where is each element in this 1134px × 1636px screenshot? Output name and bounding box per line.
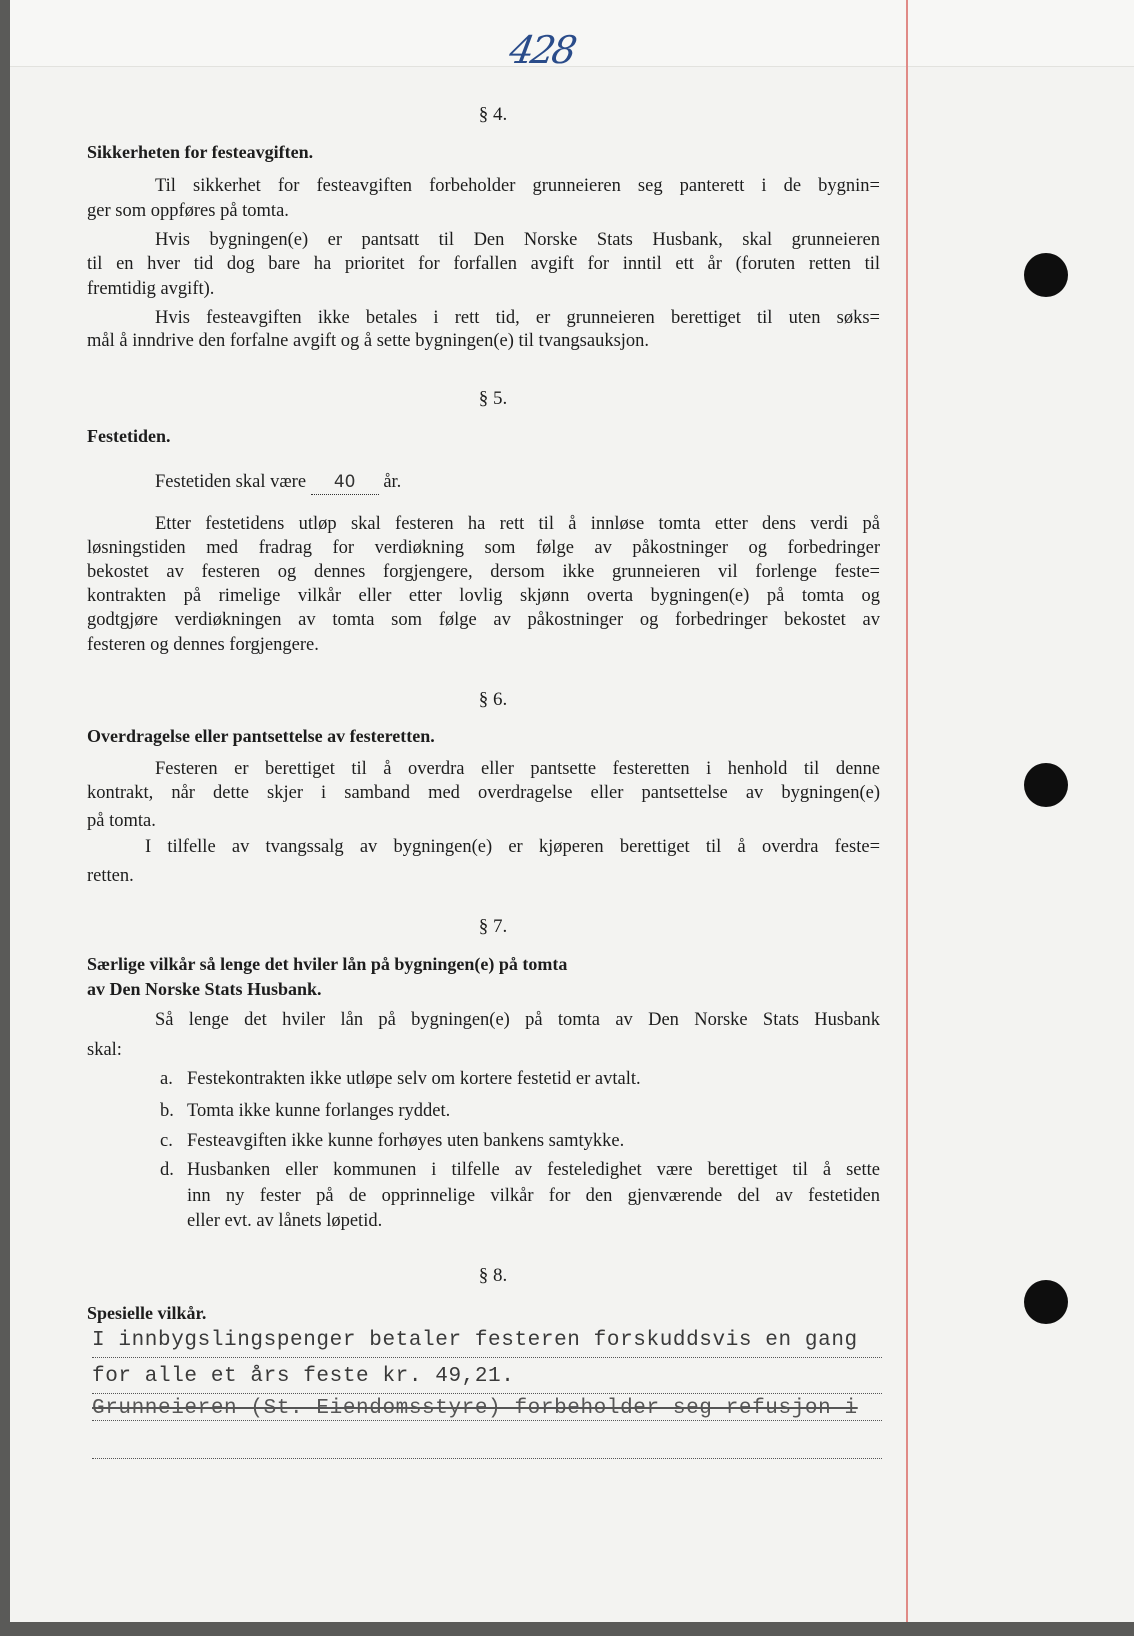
typed-line-struck: Grunneieren (St. Eiendomsstyre) forbeholder seg refusjon i	[92, 1397, 858, 1420]
paragraph-line: kontrakt, når dette skjer i samband med overdragelse eller pantsettelse av bygningen(e)	[87, 783, 880, 803]
section-7-heading: av Den Norske Stats Husbank.	[87, 979, 322, 999]
list-item: inn ny fester på de opprinnelige vilkår for den gjenværende del av festetiden	[187, 1186, 880, 1206]
list-item: Tomta ikke kunne forlanges ryddet.	[187, 1101, 451, 1121]
section-6-heading: Overdragelse eller pantsettelse av festeretten.	[87, 726, 435, 746]
paragraph-line: løsningstiden med fradrag for verdiøkning som følge av påkostninger og forbedringer	[87, 538, 880, 558]
festetid-prefix: Festetiden skal være	[155, 472, 307, 492]
list-letter: d.	[160, 1160, 174, 1180]
paragraph-line: godtgjøre verdiøkningen av tomta som følge av påkostninger og forbedringer bekostet av	[87, 610, 880, 630]
handwritten-page-number: 428	[506, 28, 578, 72]
section-8-heading: Spesielle vilkår.	[87, 1303, 207, 1323]
list-item: Festeavgiften ikke kunne forhøyes uten bankens samtykke.	[187, 1131, 625, 1151]
list-item: Festekontrakten ikke utløpe selv om kortere festetid er avtalt.	[187, 1069, 641, 1089]
typed-line: for alle et års feste kr. 49,21.	[92, 1365, 515, 1388]
paragraph-line: fremtidig avgift).	[87, 279, 215, 299]
dotted-rule	[92, 1357, 882, 1358]
list-item: eller evt. av lånets løpetid.	[187, 1211, 383, 1231]
paragraph-line: Etter festetidens utløp skal festeren ha rett til å innløse tomta etter dens verdi på	[155, 514, 880, 534]
punch-hole	[1024, 1280, 1068, 1324]
paragraph-line: kontrakten på rimelige vilkår eller etter lovlig skjønn overta bygningen(e) på tomta og	[87, 586, 880, 606]
red-margin-line	[906, 0, 908, 1622]
list-letter: c.	[160, 1131, 173, 1151]
paragraph-line: I tilfelle av tvangssalg av bygningen(e) er kjøperen berettiget til å overdra feste=	[145, 837, 880, 857]
dotted-rule	[92, 1420, 882, 1421]
paragraph-line: ger som oppføres på tomta.	[87, 201, 289, 221]
paragraph-line: mål å inndrive den forfalne avgift og å sette bygningen(e) til tvangsauksjon.	[87, 331, 650, 351]
list-letter: b.	[160, 1101, 174, 1121]
paragraph-line: festeren og dennes forgjengere.	[87, 635, 319, 655]
festetid-suffix: år.	[383, 472, 402, 492]
paragraph-line: skal:	[87, 1040, 122, 1060]
paragraph-line: bekostet av festeren og dennes forgjengere, dersom ikke grunneieren vil forlenge feste=	[87, 562, 880, 582]
section-6-number: § 6.	[478, 689, 508, 710]
paragraph-line: Festeren er berettiget til å overdra eller pantsette festeretten i henhold til denne	[155, 759, 880, 779]
paragraph-line: til en hver tid dog bare ha prioritet for forfallen avgift for inntil ett år (foruten retten til	[87, 254, 880, 274]
document-page	[10, 0, 1134, 1622]
punch-hole	[1024, 253, 1068, 297]
dotted-rule	[92, 1393, 882, 1394]
section-7-heading: Særlige vilkår så lenge det hviler lån på bygningen(e) på tomta	[87, 954, 568, 974]
section-8-number: § 8.	[478, 1265, 508, 1286]
section-4-number: § 4.	[478, 104, 508, 125]
paragraph-line: Hvis bygningen(e) er pantsatt til Den Norske Stats Husbank, skal grunneieren	[155, 230, 880, 250]
dotted-rule	[92, 1458, 882, 1459]
paragraph-line: Så lenge det hviler lån på bygningen(e) på tomta av Den Norske Stats Husbank	[155, 1010, 880, 1030]
list-letter: a.	[160, 1069, 173, 1089]
list-item: Husbanken eller kommunen i tilfelle av festeledighet være berettiget til å sette	[187, 1160, 880, 1180]
festetid-line	[155, 470, 401, 495]
paragraph-line: Til sikkerhet for festeavgiften forbeholder grunneieren seg panterett i de bygnin=	[155, 176, 880, 196]
punch-hole	[1024, 763, 1068, 807]
typed-line: I innbygslingspenger betaler festeren forskuddsvis en gang	[92, 1329, 858, 1352]
paragraph-line: retten.	[87, 866, 134, 886]
section-7-number: § 7.	[478, 916, 508, 937]
paragraph-line: Hvis festeavgiften ikke betales i rett tid, er grunneieren berettiget til uten søks=	[155, 308, 880, 328]
section-5-heading: Festetiden.	[87, 426, 171, 446]
festetid-years-field: 40	[311, 470, 379, 495]
paragraph-line: på tomta.	[87, 811, 156, 831]
section-5-number: § 5.	[478, 388, 508, 409]
section-4-heading: Sikkerheten for festeavgiften.	[87, 142, 314, 162]
